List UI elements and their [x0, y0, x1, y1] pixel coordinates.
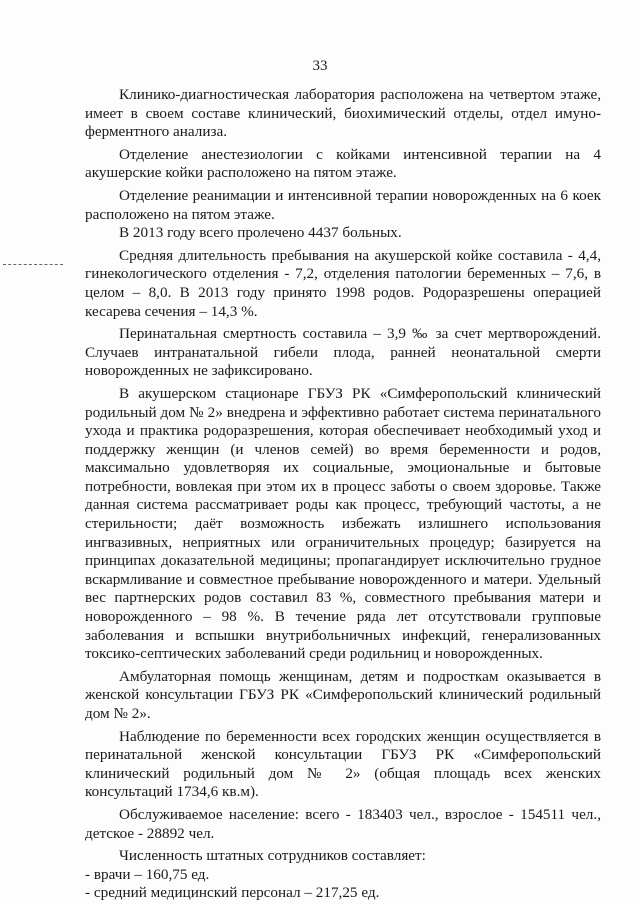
document-body [85, 86, 601, 903]
paragraph-reanimation: Отделение реанимации и интенсивной терапии новорожденных на 6 коек расположено на пятом этаже. [85, 186, 601, 223]
paragraph-outpatient-care: Амбулаторная помощь женщинам, детям и подросткам оказывается в женской консультации ГБУЗ РК «Симферопольский клинический родильный дом № 2». [85, 667, 601, 722]
paragraph-laboratory: Клинико-диагностическая лаборатория расположена на четвертом этаже, имеет в своем составе клинический, биохимический отделы, отдел имуно-ферментного анализа. [85, 86, 601, 141]
paragraph-perinatal-care-system: В акушерском стационаре ГБУЗ РК «Симферопольский клинический родильный дом № 2» внедрена и эффективно работает система перинатального ухода и практика родоразрешения, которая обеспечивает необходимый уход и поддержку женщин (и членов семей) во время беременности и родов, максимально удовлетворяя их социальные, эмоциональные и бытовые потребности, вовлекая при этом их в процесс заботы о своем здоровье. Также данная система рассматривает роды как процесс, требующий частоты, а не стерильности; даёт возможность избежать излишнего использования ингвазивных, неприятных или ограничительных процедур; базируется на принципах доказательной медицины; пропагандирует исключительно грудное вскармливание и совместное пребывание новорожденного и матери. Удельный вес партнерских родов составил 83 %, совместного пребывания матери и новорожденного – 98 %. В течение ряда лет отсутствовали групповые заболевания и вспышки внутрибольничных инфекций, генерализованных токсико-септических заболеваний среди родильниц и новорожденных. [85, 384, 601, 663]
staff-list-item-doctors: - врачи – 160,75 ед. [85, 865, 210, 883]
staff-list-item-nurses: - средний медицинский персонал – 217,25 ед. [85, 884, 380, 902]
page-number: 33 [312, 58, 328, 74]
paragraph-pregnancy-monitoring: Наблюдение по беременности всех городских женщин осуществляется в перинатальной женской консультации ГБУЗ РК «Симферопольский клинический родильный дом № 2» (общая площадь всех женских консультаций 1734,6 кв.м). [85, 727, 601, 801]
paragraph-served-population: Обслуживаемое население: всего - 183403 чел., взрослое - 154511 чел., детское - 28892 чел. [85, 805, 601, 842]
paragraph-staff-count: Численность штатных сотрудников составляет: [119, 847, 426, 865]
paragraph-length-of-stay: Средняя длительность пребывания на акушерской койке составила - 4,4, гинекологического отделения - 7,2, отделения патологии беременных – 7,6, в целом – 8,0. В 2013 году принято 1998 родов. Родоразрешены операцией кесарева сечения – 14,3 %. [85, 246, 601, 320]
paragraph-perinatal-mortality: Перинатальная смертность составила – 3,9 ‰ за счет мертворождений. Случаев интранатальной гибели плода, ранней неонатальной смерти новорожденных не зафиксировано. [85, 325, 601, 380]
paragraph-treated-patients: В 2013 году всего пролечено 4437 больных. [119, 224, 402, 242]
margin-dash-mark [3, 264, 63, 265]
paragraph-anesthesiology: Отделение анестезиологии с койками интенсивной терапии на 4 акушерские койки расположено на пятом этаже. [85, 145, 601, 182]
